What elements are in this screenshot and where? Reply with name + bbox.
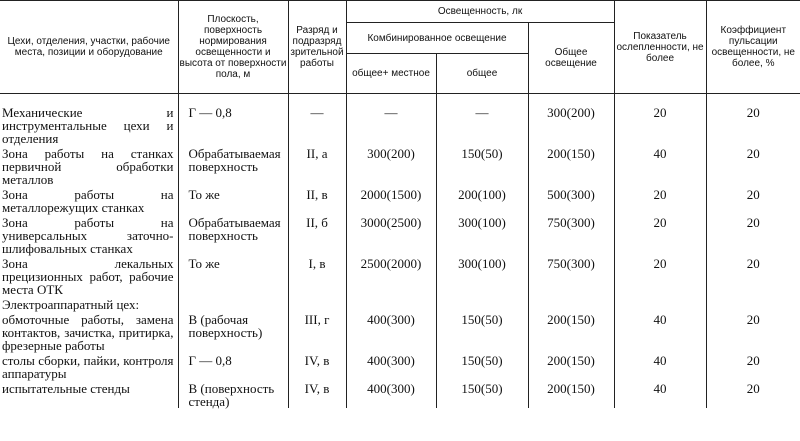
row-pulsation: 20: [706, 380, 800, 408]
table-row: [0, 311, 800, 352]
row-general-lighting: 200(150): [528, 311, 614, 352]
row-glare: 40: [614, 352, 706, 380]
table-row: [0, 255, 800, 296]
row-plane: Г — 0,8: [178, 104, 288, 145]
row-plane: Обрабатываемая поверхность: [178, 214, 288, 255]
row-glare: 20: [614, 214, 706, 255]
row-glare: 40: [614, 380, 706, 408]
row-pulsation: 20: [706, 255, 800, 296]
row-glare: 20: [614, 104, 706, 145]
row-plane: В (поверхность стенда): [178, 380, 288, 408]
table-header: [0, 1, 800, 94]
row-general-lighting: 200(150): [528, 380, 614, 408]
header-illuminance: Освещенность, лк: [346, 1, 614, 23]
row-plane: То же: [178, 186, 288, 214]
header-general-plus-local: общее+ местное: [346, 54, 436, 94]
row-general-plus-local: 400(300): [346, 380, 436, 408]
header-grade: Разряд и подразряд зрительной работы: [288, 1, 346, 94]
row-general-plus-local: —: [346, 104, 436, 145]
row-pulsation: [706, 296, 800, 311]
row-glare: 20: [614, 186, 706, 214]
table-row: [0, 380, 800, 408]
table-row: [0, 145, 800, 186]
row-pulsation: 20: [706, 145, 800, 186]
row-name: испытательные стенды: [2, 381, 130, 396]
header-general-only: общее: [436, 54, 528, 94]
row-general-only: 200(100): [436, 186, 528, 214]
row-grade: I, в: [288, 255, 346, 296]
row-pulsation: 20: [706, 104, 800, 145]
row-pulsation: 20: [706, 311, 800, 352]
row-glare: [614, 296, 706, 311]
row-general-lighting: 750(300): [528, 255, 614, 296]
row-general-lighting: 500(300): [528, 186, 614, 214]
row-general-only: 150(50): [436, 352, 528, 380]
row-general-lighting: 200(150): [528, 145, 614, 186]
row-name: обмоточные работы, замена контактов, зачистка, притирка, фрезерные работы: [2, 312, 174, 353]
table-row: [0, 296, 800, 311]
header-combined: Комбинированное освещение: [346, 23, 528, 54]
row-name: Зона работы на металлорежущих станках: [2, 187, 174, 215]
header-name: Цехи, отделения, участки, рабочие места, позиции и оборудование: [0, 1, 178, 94]
row-plane: Г — 0,8: [178, 352, 288, 380]
row-glare: 40: [614, 311, 706, 352]
row-general-lighting: 200(150): [528, 352, 614, 380]
table-body: [0, 94, 800, 409]
row-grade: II, б: [288, 214, 346, 255]
row-general-plus-local: 3000(2500): [346, 214, 436, 255]
row-pulsation: 20: [706, 352, 800, 380]
table-row: [0, 214, 800, 255]
row-pulsation: 20: [706, 214, 800, 255]
row-name: Электроаппаратный цех:: [2, 297, 140, 312]
row-general-lighting: [528, 296, 614, 311]
row-grade: II, в: [288, 186, 346, 214]
row-general-only: 150(50): [436, 311, 528, 352]
row-general-plus-local: 400(300): [346, 352, 436, 380]
header-general-lighting: Общее освещение: [528, 23, 614, 94]
row-name: Зона работы на станках первичной обработки металлов: [2, 146, 174, 187]
row-grade: [288, 296, 346, 311]
row-glare: 20: [614, 255, 706, 296]
table-row: [0, 104, 800, 145]
table-row: [0, 186, 800, 214]
row-plane: То же: [178, 255, 288, 296]
row-general-only: —: [436, 104, 528, 145]
row-general-only: 150(50): [436, 145, 528, 186]
row-general-only: 300(100): [436, 255, 528, 296]
row-general-plus-local: [346, 296, 436, 311]
row-general-plus-local: 2500(2000): [346, 255, 436, 296]
row-general-only: [436, 296, 528, 311]
row-general-only: 150(50): [436, 380, 528, 408]
table-row: [0, 352, 800, 380]
row-name: Зона работы на универсальных заточно-шлифовальных станках: [2, 215, 174, 256]
row-name: Механические и инструментальные цехи и отделения: [2, 105, 174, 146]
row-general-plus-local: 2000(1500): [346, 186, 436, 214]
row-general-plus-local: 300(200): [346, 145, 436, 186]
row-glare: 40: [614, 145, 706, 186]
row-grade: IV, в: [288, 380, 346, 408]
row-grade: —: [288, 104, 346, 145]
header-glare: Показатель ослепленности, не более: [614, 1, 706, 94]
row-grade: III, г: [288, 311, 346, 352]
row-grade: II, а: [288, 145, 346, 186]
row-plane: В (рабочая поверхность): [178, 311, 288, 352]
row-pulsation: 20: [706, 186, 800, 214]
row-general-lighting: 300(200): [528, 104, 614, 145]
row-general-lighting: 750(300): [528, 214, 614, 255]
row-grade: IV, в: [288, 352, 346, 380]
row-general-only: 300(100): [436, 214, 528, 255]
row-name: Зона лекальных прецизионных работ, рабочие места ОТК: [2, 256, 174, 297]
row-plane: Обрабатываемая поверхность: [178, 145, 288, 186]
row-plane: [178, 296, 288, 311]
header-plane: Плоскость, поверхность нормирования освещенности и высота от поверхности пола, м: [178, 1, 288, 94]
header-pulsation: Коэффициент пульсации освещенности, не более, %: [706, 1, 800, 94]
row-name: столы сборки, пайки, контроля аппаратуры: [2, 353, 174, 381]
row-general-plus-local: 400(300): [346, 311, 436, 352]
